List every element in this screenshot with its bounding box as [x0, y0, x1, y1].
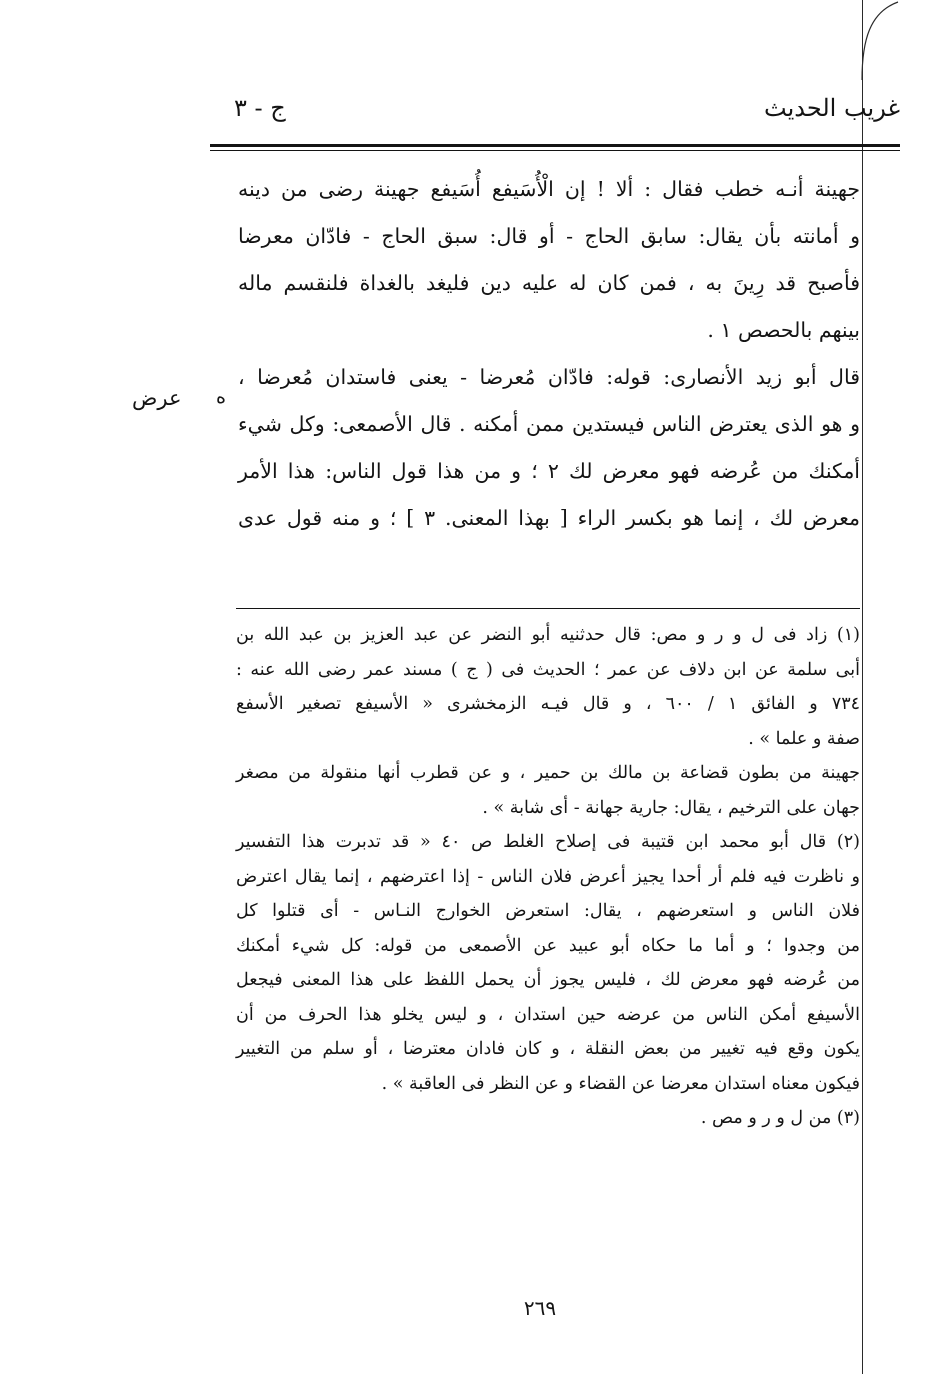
footnote-line: فلان الناس و استعرضهم ، يقال: استعرض الخوارج النـاس - أى قتلوا كل	[236, 901, 860, 921]
footnote-line: (٢) قال أبو محمد ابن قتيبة فى إصلاح الغلط ص ٤٠ « قد تدبرت هذا التفسير	[236, 832, 860, 852]
binding-gutter-line	[862, 0, 863, 1374]
header-rule-thick	[210, 144, 900, 147]
footnote-line: من وجدوا ؛ و أما ما حكاه أبو عبيد عن الأصمعى من قوله: كل شيء أمكنك	[236, 935, 860, 956]
margin-line-number: ه	[216, 386, 226, 408]
footnote-line: (١) زاد فى ل و ر و مص: قال حدثنيه أبو النضر عن عبد العزيز بن عبد الله بن	[236, 625, 860, 645]
footnote-line: يكون وقع فيه تغيير من بعض النقلة ، و كان فادان معترضا ، أو سلم من التغيير	[236, 1039, 860, 1059]
footnote-line: جهان على الترخيم ، يقال: جارية جهانة - أى شابة » .	[482, 797, 860, 818]
footnote-line: الأسيفع أمكن الناس من عرضه حين استدان ، و ليس يخلو هذا الحرف من أن	[236, 1004, 860, 1025]
margin-keyword: عرض	[132, 386, 182, 410]
footnotes	[236, 618, 860, 1136]
footnote-line: فيكون معناه استدان معرضا عن القضاء و عن النظر فى العاقبة » .	[381, 1073, 860, 1094]
main-line: معرض لك ، إنما هو بكسر الراء [ بهذا المعنى. ٣ ] ؛ و منه قول عدى	[238, 506, 860, 530]
header-rule-thin	[210, 150, 900, 151]
footnote-line: أبى سلمة عن ابن دلاف عن عمر ؛ الحديث فى ( ج ) مسند عمر رضى الله عنه :	[236, 659, 860, 680]
main-line: قال أبو زيد الأنصارى: قوله: فادّان مُعرضا - يعنى فاستدان مُعرضا ،	[238, 365, 860, 389]
main-line: فأصبح قد رِينَ به ، فمن كان له عليه دين فليغد بالغداة فلنقسم ماله	[238, 271, 860, 295]
footnote-line: و ناظرت فيه فلم أر أحدا يجيز أعرض فلان الناس - إذا اعترضهم ، إنما يقال اعترض	[236, 866, 860, 887]
running-header	[210, 88, 900, 140]
header-title: غريب الحديث	[764, 94, 900, 122]
binding-curve	[860, 0, 900, 80]
main-text	[238, 166, 860, 542]
footnote-rule	[236, 608, 860, 609]
footnote-line: جهينة من بطون قضاعة بن مالك بن حمير ، و عن قطرب أنها منقولة من مصغر	[236, 763, 860, 783]
footnote-line: من عُرضه فهو معرض لك ، فليس يجوز أن يحمل اللفظ على هذا المعنى فيجعل	[236, 970, 860, 990]
main-line: بينهم بالحصص ١ .	[707, 318, 860, 342]
page-number: ٢٦٩	[523, 1296, 557, 1320]
main-line: أمكنك من عُرضه فهو معرض لك ٢ ؛ و من هذا قول الناس: هذا الأمر	[238, 459, 860, 483]
header-volume: ج - ٣	[234, 94, 286, 122]
main-line: و أمانته بأن يقال: سابق الحاج - أو قال: سبق الحاج - فادّان معرضا	[238, 224, 860, 248]
footnote-line: (٣) من ل و ر و مص .	[700, 1108, 860, 1128]
footnote-line: صفة و علما » .	[748, 728, 860, 749]
main-line: جهينة أنـه خطب فقال : ألا ! إن الْأُسَيفع أُسَيفع جهينة رضى من دينه	[238, 177, 860, 201]
footnote-line: ٧٣٤ و الفائق ١ / ٦٠٠ ، و قال فيـه الزمخشرى « الأسيفع تصغير الأسفع	[236, 694, 861, 714]
main-line: و هو الذى يعترض الناس فيستدين ممن أمكنه . قال الأصمعى: وكل شيء	[238, 412, 860, 436]
